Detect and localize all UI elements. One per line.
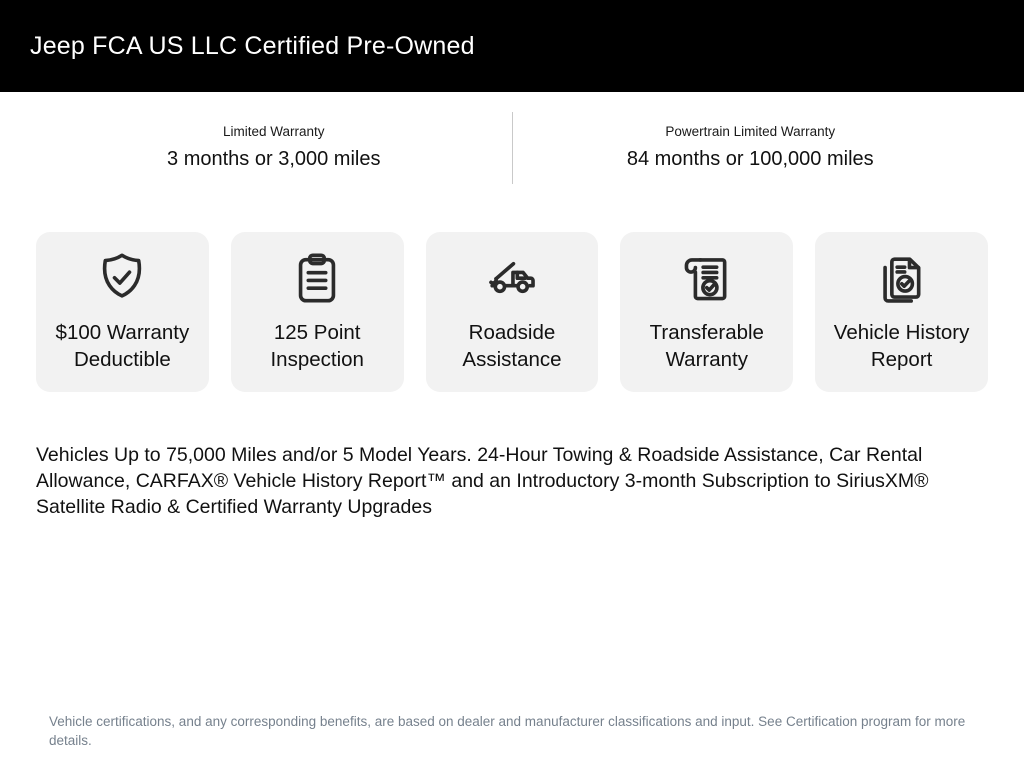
benefit-label: Transferable Warranty (649, 321, 764, 371)
benefit-card (815, 232, 988, 392)
clipboard-icon (288, 247, 346, 309)
warranty-summary (36, 112, 988, 184)
benefit-label: $100 Warranty Deductible (55, 321, 190, 371)
shield-check-icon (93, 247, 151, 309)
limited-warranty-value: 3 months or 3,000 miles (167, 148, 381, 170)
limited-warranty-block (36, 112, 512, 184)
limited-warranty-label: Limited Warranty (222, 124, 325, 139)
receipt-check-icon (678, 247, 736, 309)
benefit-label: 125 Point Inspection (270, 321, 364, 371)
benefit-card (620, 232, 793, 392)
benefit-label: Vehicle History Report (833, 321, 970, 371)
certification-disclaimer: Vehicle certifications, and any corresponding benefits, are based on dealer and manufacturer classifications and input. See Certification program for more details. (49, 714, 966, 748)
powertrain-warranty-block (513, 112, 989, 184)
tow-truck-icon (483, 247, 541, 309)
powertrain-warranty-value: 84 months or 100,000 miles (626, 148, 874, 170)
benefit-card (36, 232, 209, 392)
header-bar (0, 0, 1024, 92)
benefit-label: Roadside Assistance (462, 321, 562, 371)
powertrain-warranty-label: Powertrain Limited Warranty (665, 124, 836, 139)
benefit-cards (36, 232, 988, 392)
documents-check-icon (873, 247, 931, 309)
benefit-card (426, 232, 599, 392)
page-title: Jeep FCA US LLC Certified Pre-Owned (30, 31, 475, 60)
program-description: Vehicles Up to 75,000 Miles and/or 5 Model Years. 24-Hour Towing & Roadside Assistance, Car Rental Allowance, CARFAX® Vehicle History Report™ and an Introductory 3-month Subscription to SiriusXM® Satellite Radio & Certified Warranty Upgrades (36, 444, 929, 518)
benefit-card (231, 232, 404, 392)
